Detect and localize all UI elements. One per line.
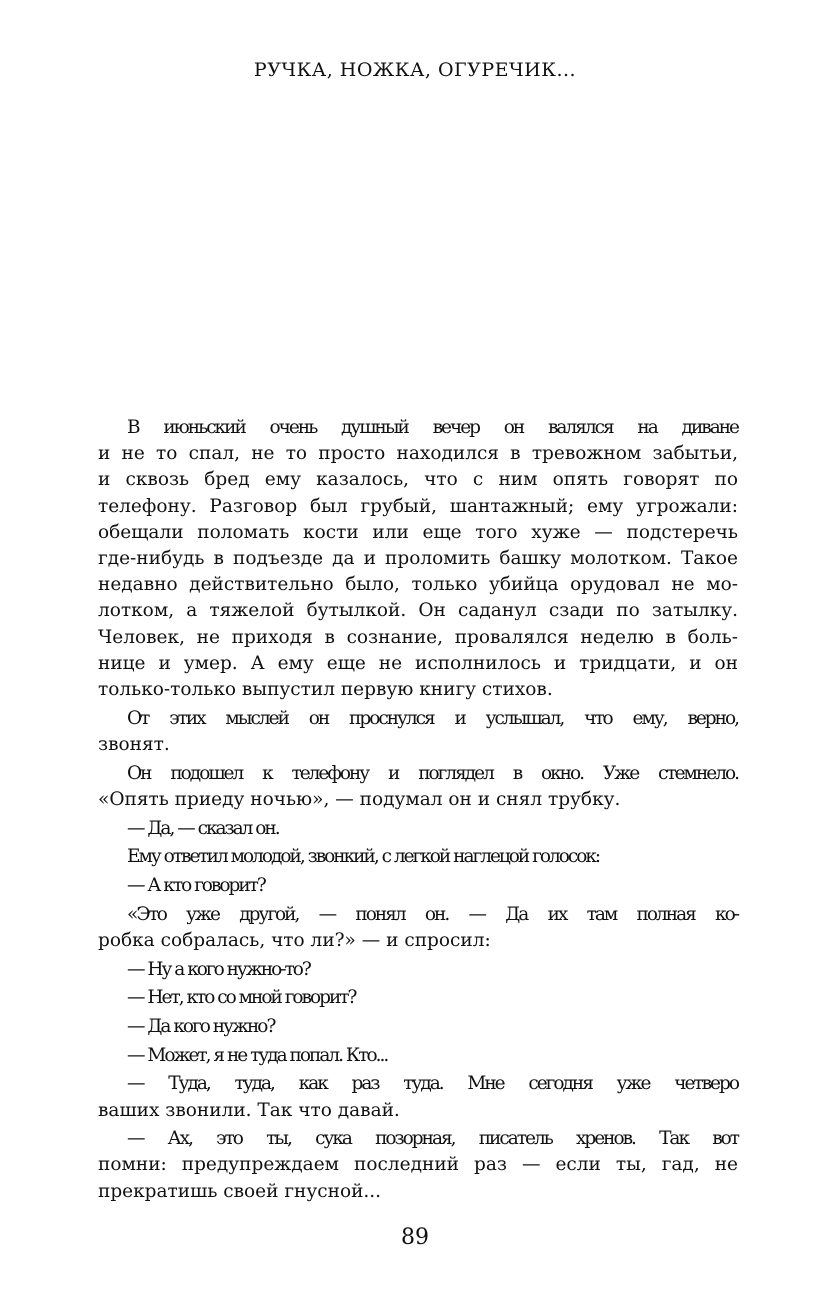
text-line: — Ну а кого нужно-то? bbox=[127, 958, 310, 980]
body-text bbox=[98, 415, 738, 1207]
paragraph bbox=[98, 761, 738, 813]
paragraph bbox=[98, 415, 738, 703]
text-line: только-только выпустил первую книгу стихов. bbox=[98, 679, 553, 701]
paragraph bbox=[98, 844, 738, 870]
text-line: Он подошел к телефону и поглядел в окно. Уже стемнело. bbox=[127, 762, 738, 784]
paragraph bbox=[98, 706, 738, 758]
text-line: «Опять приеду ночью», — подумал он и снял трубку. bbox=[98, 788, 621, 810]
paragraph bbox=[98, 816, 738, 842]
text-line: От этих мыслей он проснулся и услышал, что ему, верно, bbox=[127, 707, 738, 729]
text-line: — Да, — сказал он. bbox=[127, 817, 279, 839]
page-number: 89 bbox=[401, 1225, 429, 1250]
text-line: Ему ответил молодой, звонкий, с легкой наглецой голосок: bbox=[127, 846, 600, 868]
text-line: — Туда, туда, как раз туда. Мне сегодня уже четверо bbox=[127, 1073, 738, 1095]
text-line: помни: предупреждаем последний раз — если ты, гад, не bbox=[98, 1154, 738, 1176]
text-line: — Ах, это ты, сука позорная, писатель хренов. Так вот bbox=[127, 1128, 738, 1150]
text-line: звонят. bbox=[98, 733, 170, 755]
text-line: — Нет, кто со мной говорит? bbox=[127, 987, 356, 1009]
text-line: «Это уже другой, — понял он. — Да их там полная ко- bbox=[127, 903, 738, 925]
text-line: недавно действительно было, только убийца орудовал не мо- bbox=[98, 574, 738, 596]
text-line: лотком, а тяжелой бутылкой. Он саданул сзади по затылку. bbox=[98, 600, 738, 622]
paragraph bbox=[98, 902, 738, 954]
text-line: телефону. Разговор был грубый, шантажный; ему угрожали: bbox=[98, 495, 738, 517]
paragraph bbox=[98, 1071, 738, 1123]
text-line: Человек, не приходя в сознание, провалялся неделю в боль- bbox=[98, 626, 738, 648]
text-line: где-нибудь в подъезде да и проломить башку молотком. Такое bbox=[98, 548, 738, 570]
paragraph bbox=[98, 985, 738, 1011]
paragraph bbox=[98, 1043, 738, 1069]
paragraph bbox=[98, 957, 738, 983]
text-line: В июньский очень душный вечер он валялся на диване bbox=[127, 417, 738, 438]
text-line: и не то спал, не то просто находился в тревожном забытьи, bbox=[98, 443, 738, 465]
paragraph bbox=[98, 1014, 738, 1040]
text-line: ваших звонили. Так что давай. bbox=[98, 1099, 400, 1121]
text-line: — Может, я не туда попал. Кто... bbox=[127, 1044, 388, 1066]
text-line: прекратишь своей гнусной... bbox=[98, 1180, 382, 1202]
paragraph bbox=[98, 873, 738, 899]
text-line: — А кто говорит? bbox=[127, 874, 265, 896]
text-line: — Да кого нужно? bbox=[127, 1015, 275, 1037]
paragraph bbox=[98, 1126, 738, 1205]
text-line: робка собралась, что ли?» — и спросил: bbox=[98, 929, 491, 951]
text-line: обещали поломать кости или еще того хуже — подстеречь bbox=[98, 521, 738, 543]
running-header: РУЧКА, НОЖКА, ОГУРЕЧИК... bbox=[253, 59, 577, 81]
text-line: нице и умер. А ему еще не исполнилось и тридцати, и он bbox=[98, 652, 738, 674]
text-line: и сквозь бред ему казалось, что с ним опять говорят по bbox=[98, 469, 738, 491]
